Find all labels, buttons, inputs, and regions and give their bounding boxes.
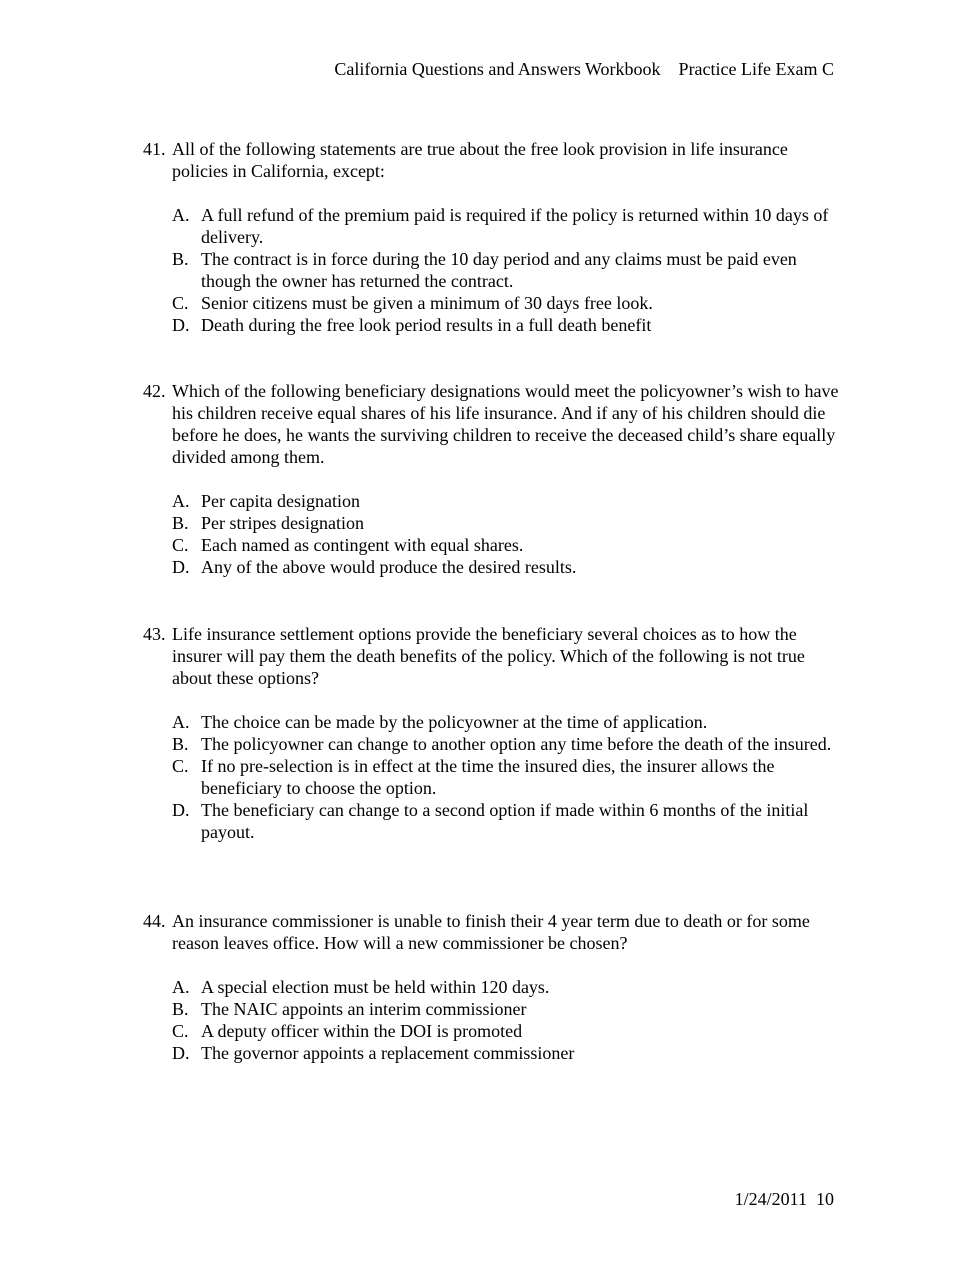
option-text: A special election must be held within 120 days.: [201, 977, 550, 997]
page-footer: 1/24/2011 10: [734, 1189, 834, 1209]
option-letter: C.: [172, 535, 189, 555]
option-text: The policyowner can change to another option any time before the death of the insured.: [201, 734, 832, 754]
option-text: The contract is in force during the 10 day period and any claims must be paid even though the owner has returned the contract.: [201, 249, 797, 291]
option-letter: D.: [172, 315, 190, 335]
answer-option-a: [172, 204, 843, 248]
option-letter: B.: [172, 999, 189, 1019]
option-text: Each named as contingent with equal shares.: [201, 535, 524, 555]
option-text: Per stripes designation: [201, 513, 364, 533]
option-letter: D.: [172, 557, 190, 577]
answer-option-c: [172, 1020, 843, 1042]
option-text: Death during the free look period results in a full death benefit: [201, 315, 652, 335]
answer-option-a: [172, 976, 843, 998]
question-stem: [143, 910, 843, 954]
option-text: The NAIC appoints an interim commissioner: [201, 999, 527, 1019]
answer-options: [143, 490, 843, 578]
answer-option-b: [172, 248, 843, 292]
question-stem: [143, 623, 843, 689]
option-letter: A.: [172, 491, 190, 511]
answer-option-c: [172, 292, 843, 314]
answer-option-a: [172, 490, 843, 512]
answer-option-d: [172, 1042, 843, 1064]
answer-options: [143, 204, 843, 336]
question-stem: [143, 138, 843, 182]
option-text: If no pre-selection is in effect at the time the insured dies, the insurer allows the beneficiary to choose the option.: [201, 756, 775, 798]
question-text: An insurance commissioner is unable to finish their 4 year term due to death or for some reason leaves office. How will a new commissioner be chosen?: [172, 911, 810, 953]
question-44: [143, 910, 843, 1064]
option-text: A deputy officer within the DOI is promoted: [201, 1021, 523, 1041]
question-text: All of the following statements are true about the free look provision in life insurance policies in California, except:: [172, 139, 788, 181]
answer-option-d: [172, 556, 843, 578]
question-stem: [143, 380, 843, 468]
option-letter: B.: [172, 249, 189, 269]
question-number: 44.: [143, 911, 166, 931]
option-letter: A.: [172, 712, 190, 732]
answer-option-b: [172, 733, 843, 755]
option-text: Per capita designation: [201, 491, 360, 511]
option-letter: A.: [172, 977, 190, 997]
option-text: Any of the above would produce the desired results.: [201, 557, 577, 577]
option-text: A full refund of the premium paid is required if the policy is returned within 10 days of delivery.: [201, 205, 829, 247]
option-text: Senior citizens must be given a minimum of 30 days free look.: [201, 293, 653, 313]
answer-option-b: [172, 998, 843, 1020]
question-text: Life insurance settlement options provide the beneficiary several choices as to how the insurer will pay them the death benefits of the policy. Which of the following is not true about these options?: [172, 624, 805, 688]
option-text: The governor appoints a replacement commissioner: [201, 1043, 575, 1063]
question-42: [143, 380, 843, 578]
question-number: 43.: [143, 624, 166, 644]
option-text: The beneficiary can change to a second option if made within 6 months of the initial payout.: [201, 800, 809, 842]
option-letter: C.: [172, 756, 189, 776]
option-letter: A.: [172, 205, 190, 225]
question-number: 41.: [143, 139, 166, 159]
page-header: California Questions and Answers Workbook Practice Life Exam C: [334, 59, 834, 79]
answer-option-b: [172, 512, 843, 534]
option-letter: D.: [172, 800, 190, 820]
option-letter: B.: [172, 734, 189, 754]
option-text: The choice can be made by the policyowner at the time of application.: [201, 712, 708, 732]
answer-option-a: [172, 711, 843, 733]
answer-option-d: [172, 314, 843, 336]
question-41: [143, 138, 843, 336]
question-text: Which of the following beneficiary designations would meet the policyowner’s wish to have his children receive equal shares of his life insurance. And if any of his children should die before he does, he wants the surviving children to receive the deceased child’s share equally divided among them.: [172, 381, 839, 467]
answer-option-c: [172, 534, 843, 556]
answer-options: [143, 711, 843, 843]
question-number: 42.: [143, 381, 166, 401]
option-letter: B.: [172, 513, 189, 533]
answer-option-c: [172, 755, 843, 799]
option-letter: D.: [172, 1043, 190, 1063]
option-letter: C.: [172, 1021, 189, 1041]
answer-option-d: [172, 799, 843, 843]
option-letter: C.: [172, 293, 189, 313]
answer-options: [143, 976, 843, 1064]
question-43: [143, 623, 843, 843]
